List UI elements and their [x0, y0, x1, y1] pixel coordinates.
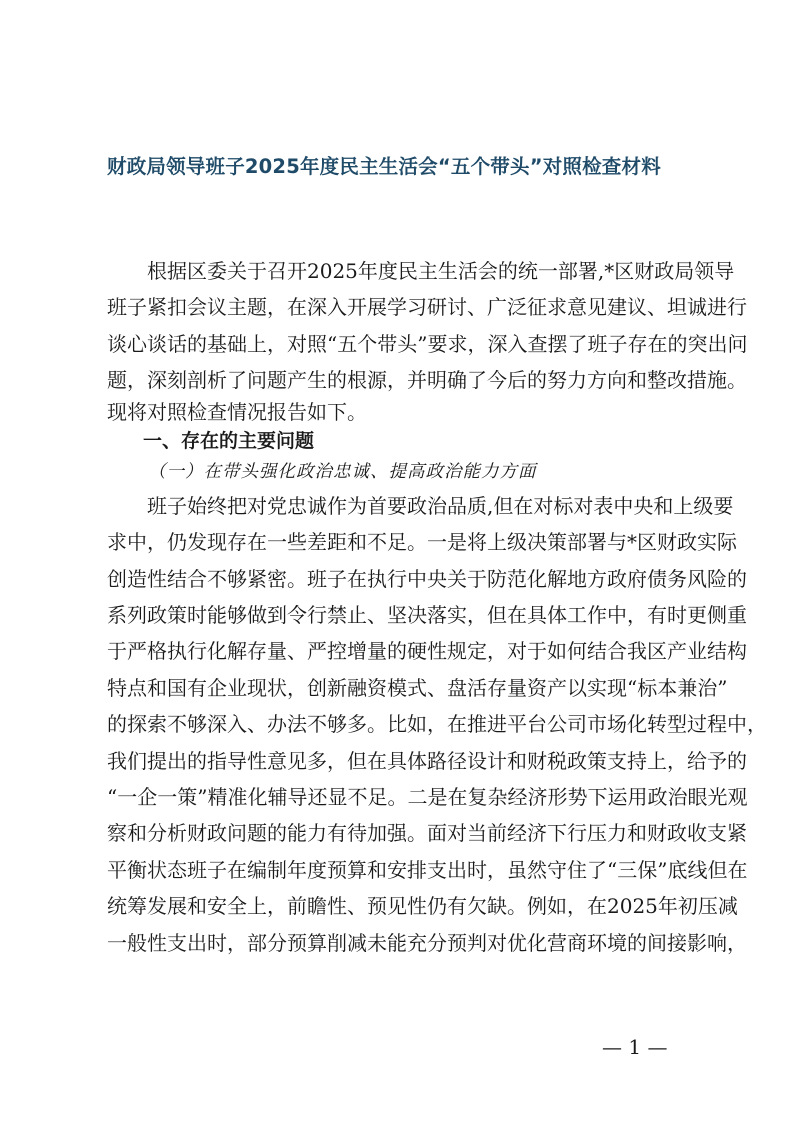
text-line: 平衡状态班子在编制年度预算和安排支出时，虽然守住了“三保”底线但在 — [107, 858, 748, 882]
text-line: “一企一策”精准化辅导还显不足。二是在复杂经济形势下运用政治眼光观 — [107, 785, 748, 809]
document-title: 财政局领导班子2025年度民主生活会“五个带头”对照检查材料 — [107, 155, 661, 178]
text-line: 根据区委关于召开2025年度民主生活会的统一部署,*区财政局领导 — [147, 259, 735, 283]
text-line: 现将对照检查情况报告如下。 — [107, 400, 367, 424]
text-line: 题，深刻剖析了问题产生的根源，并明确了今后的努力方向和整改措施。 — [107, 368, 747, 392]
text-line: 班子紧扣会议主题，在深入开展学习研讨、广泛征求意见建议、坦诚进行 — [107, 295, 747, 319]
text-line: 谈心谈话的基础上，对照“五个带头”要求，深入查摆了班子存在的突出问 — [107, 332, 748, 356]
text-line: 求中，仍发现存在一些差距和不足。一是将上级决策部署与*区财政实际 — [107, 530, 737, 554]
text-line: 统筹发展和安全上，前瞻性、预见性仍有欠缺。例如，在2025年初压减 — [107, 894, 738, 918]
text-line: 创造性结合不够紧密。班子在执行中央关于防范化解地方政府债务风险的 — [107, 567, 747, 591]
text-line: 系列政策时能够做到令行禁止、坚决落实，但在具体工作中，有时更侧重 — [107, 603, 747, 627]
text-line: 的探索不够深入、办法不够多。比如，在推进平台公司市场化转型过程中， — [107, 712, 767, 736]
page-number: — 1 — — [602, 1035, 668, 1059]
text-line: 于严格执行化解存量、严控增量的硬性规定，对于如何结合我区产业结构 — [107, 639, 747, 663]
text-line: 我们提出的指导性意见多，但在具体路径设计和财税政策支持上，给予的 — [107, 749, 747, 773]
text-line: 一般性支出时，部分预算削减未能充分预判对优化营商环境的间接影响， — [107, 931, 747, 955]
text-line: 班子始终把对党忠诚作为首要政治品质,但在对标对表中央和上级要 — [147, 494, 734, 518]
section-heading: 一、存在的主要问题 — [143, 430, 315, 452]
text-line: 特点和国有企业现状，创新融资模式、盘活存量资产以实现“标本兼治” — [107, 676, 728, 700]
text-line: 察和分析财政问题的能力有待加强。面对当前经济下行压力和财政收支紧 — [107, 821, 747, 845]
subsection-heading: （一）在带头强化政治忠诚、提高政治能力方面 — [148, 462, 537, 482]
